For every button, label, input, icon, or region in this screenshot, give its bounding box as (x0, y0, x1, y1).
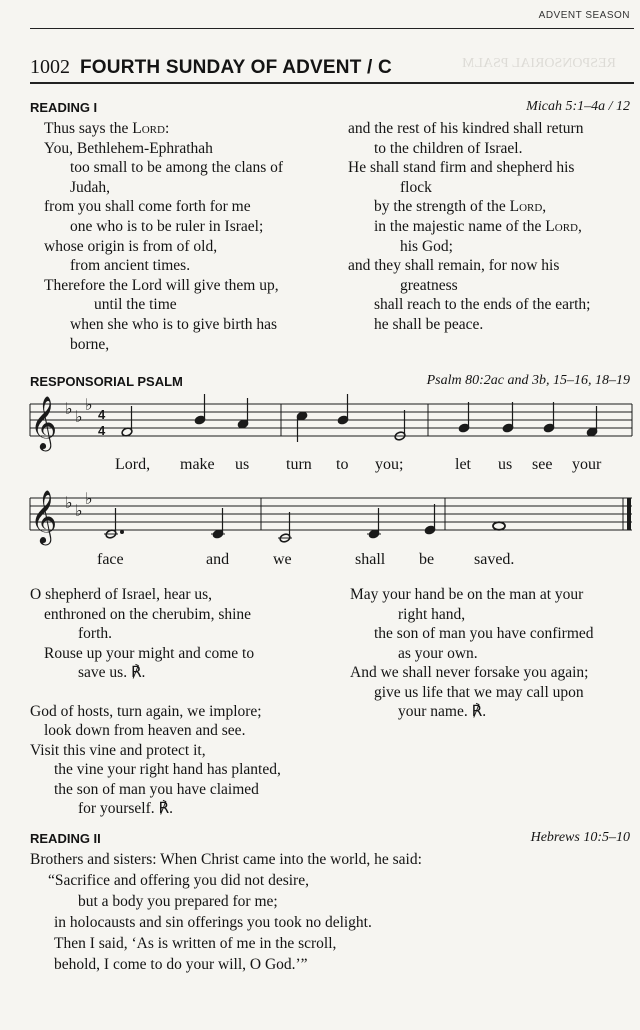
text-line: shall reach to the ends of the earth; (374, 296, 591, 314)
lyric-word: your (572, 456, 602, 473)
page-number: 1002 (30, 56, 70, 78)
text-line: too small to be among the clans of (70, 159, 284, 177)
page-header (30, 56, 392, 79)
verse-line: Rouse up your might and come to (44, 644, 255, 662)
text-line: greatness (400, 276, 458, 294)
lyric-word: Lord, (115, 456, 151, 473)
text-line: Judah, (70, 178, 111, 196)
lyric-word: see (532, 456, 553, 473)
text-line: in holocausts and sin offerings you took no delight. (54, 914, 372, 931)
text-line: “Sacrifice and offering you did not desire, (48, 872, 309, 889)
text-line: borne, (70, 335, 110, 353)
reading1-citation: Micah 5:1–4a / 12 (526, 99, 630, 114)
flat-icon: ♭ (75, 501, 83, 520)
text-line: his God; (400, 237, 453, 255)
text-line: and they shall remain, for now his (348, 257, 560, 275)
flat-icon: ♭ (65, 493, 73, 512)
text-line: flock (400, 178, 432, 196)
verse-line: forth. (78, 625, 113, 642)
text-line: He shall stand firm and shepherd his (348, 159, 575, 177)
lyric-word: turn (286, 456, 312, 473)
text-line: one who is to be ruler in Israel; (70, 217, 264, 235)
music-staff-1 (0, 390, 640, 455)
text-line: but a body you prepared for me; (78, 893, 278, 910)
lyric-word: let (455, 456, 471, 473)
reading2-body (30, 849, 422, 975)
verse-line: enthroned on the cherubim, shine (44, 605, 252, 623)
verse-line: the vine your right hand has planted, (54, 761, 281, 778)
lyric-word: us (498, 456, 513, 473)
lyric-word: we (273, 551, 292, 568)
verse-line: Visit this vine and protect it, (30, 741, 206, 759)
lyric-word: to (336, 456, 349, 473)
verse-line: the son of man you have claimed (54, 780, 259, 798)
verse-line: O shepherd of Israel, hear us, (30, 586, 213, 603)
treble-clef-icon: 𝄞 (30, 395, 58, 449)
verse-line: as your own. (398, 644, 478, 662)
psalm-heading: RESPONSORIAL PSALM (30, 374, 183, 389)
text-line: Therefore the Lord will give them up, (44, 276, 279, 294)
flat-icon: ♭ (75, 407, 83, 426)
text-line: whose origin is from of old, (44, 237, 218, 255)
running-head: ADVENT SEASON (538, 10, 630, 21)
text-line: from ancient times. (70, 257, 191, 275)
psalm-verses-right (350, 585, 594, 722)
flat-icon: ♭ (65, 399, 73, 418)
reading2-heading: READING II (30, 831, 101, 846)
lyric-word: us (235, 456, 250, 473)
music-staff-2 (0, 484, 640, 554)
reading1-right-column (348, 119, 591, 335)
text-line: Then I said, ‘As is written of me in the scroll, (54, 935, 337, 952)
psalm-verses-left (30, 585, 281, 819)
verse-line: right hand, (398, 605, 466, 623)
lyric-word: shall (355, 551, 386, 568)
text-line: to the children of Israel. (374, 139, 523, 157)
text-line: in the majestic name of the Lord, (374, 217, 582, 235)
time-signature-bottom: 4 (98, 423, 106, 438)
time-signature-top: 4 (98, 407, 106, 422)
lyric-word: make (180, 456, 215, 473)
verse-line: save us. ℟. (78, 664, 146, 681)
verse-line: your name. ℟. (398, 703, 487, 720)
verse-line: God of hosts, turn again, we implore; (30, 702, 262, 720)
treble-clef-icon: 𝄞 (30, 489, 58, 543)
lyric-word: you; (375, 456, 404, 473)
verse-line: look down from heaven and see. (44, 722, 246, 739)
top-rule (30, 28, 634, 29)
lyric-word: be (419, 551, 435, 568)
flat-icon: ♭ (85, 489, 93, 508)
dot (121, 531, 124, 534)
flat-icon: ♭ (85, 395, 93, 414)
text-line: by the strength of the Lord, (374, 198, 547, 216)
verse-line: the son of man you have confirmed (374, 625, 594, 642)
verse-line: May your hand be on the man at your (350, 586, 584, 603)
bleed-through-text: RESPONSORIAL PSALM (462, 56, 616, 71)
lyric-word: saved. (474, 551, 515, 568)
reading2-citation: Hebrews 10:5–10 (530, 830, 630, 845)
lyric-word: face (97, 551, 124, 568)
text-line: from you shall come forth for me (44, 198, 251, 216)
text-line: until the time (94, 296, 177, 314)
text-line: and the rest of his kindred shall return (348, 120, 584, 137)
header-rule (30, 82, 634, 84)
reading1-heading: READING I (30, 100, 98, 115)
text-line: You, Bethlehem-Ephrathah (44, 139, 213, 157)
verse-line: for yourself. ℟. (78, 800, 173, 817)
verse-line: give us life that we may call upon (374, 683, 584, 701)
whole-note (493, 522, 505, 530)
text-line: Brothers and sisters: When Christ came into the world, he said: (30, 851, 422, 868)
text-line: when she who is to give birth has (70, 315, 278, 333)
page-title: FOURTH SUNDAY OF ADVENT / C (80, 57, 392, 78)
text-line: he shall be peace. (374, 315, 484, 333)
text-line: behold, I come to do your will, O God.’” (54, 956, 308, 973)
reading1-left-column (30, 119, 283, 354)
verse-line: And we shall never forsake you again; (350, 664, 589, 681)
psalm-citation: Psalm 80:2ac and 3b, 15–16, 18–19 (426, 373, 630, 388)
text-line: Thus says the Lord: (44, 120, 170, 137)
lyric-word: and (206, 551, 230, 568)
